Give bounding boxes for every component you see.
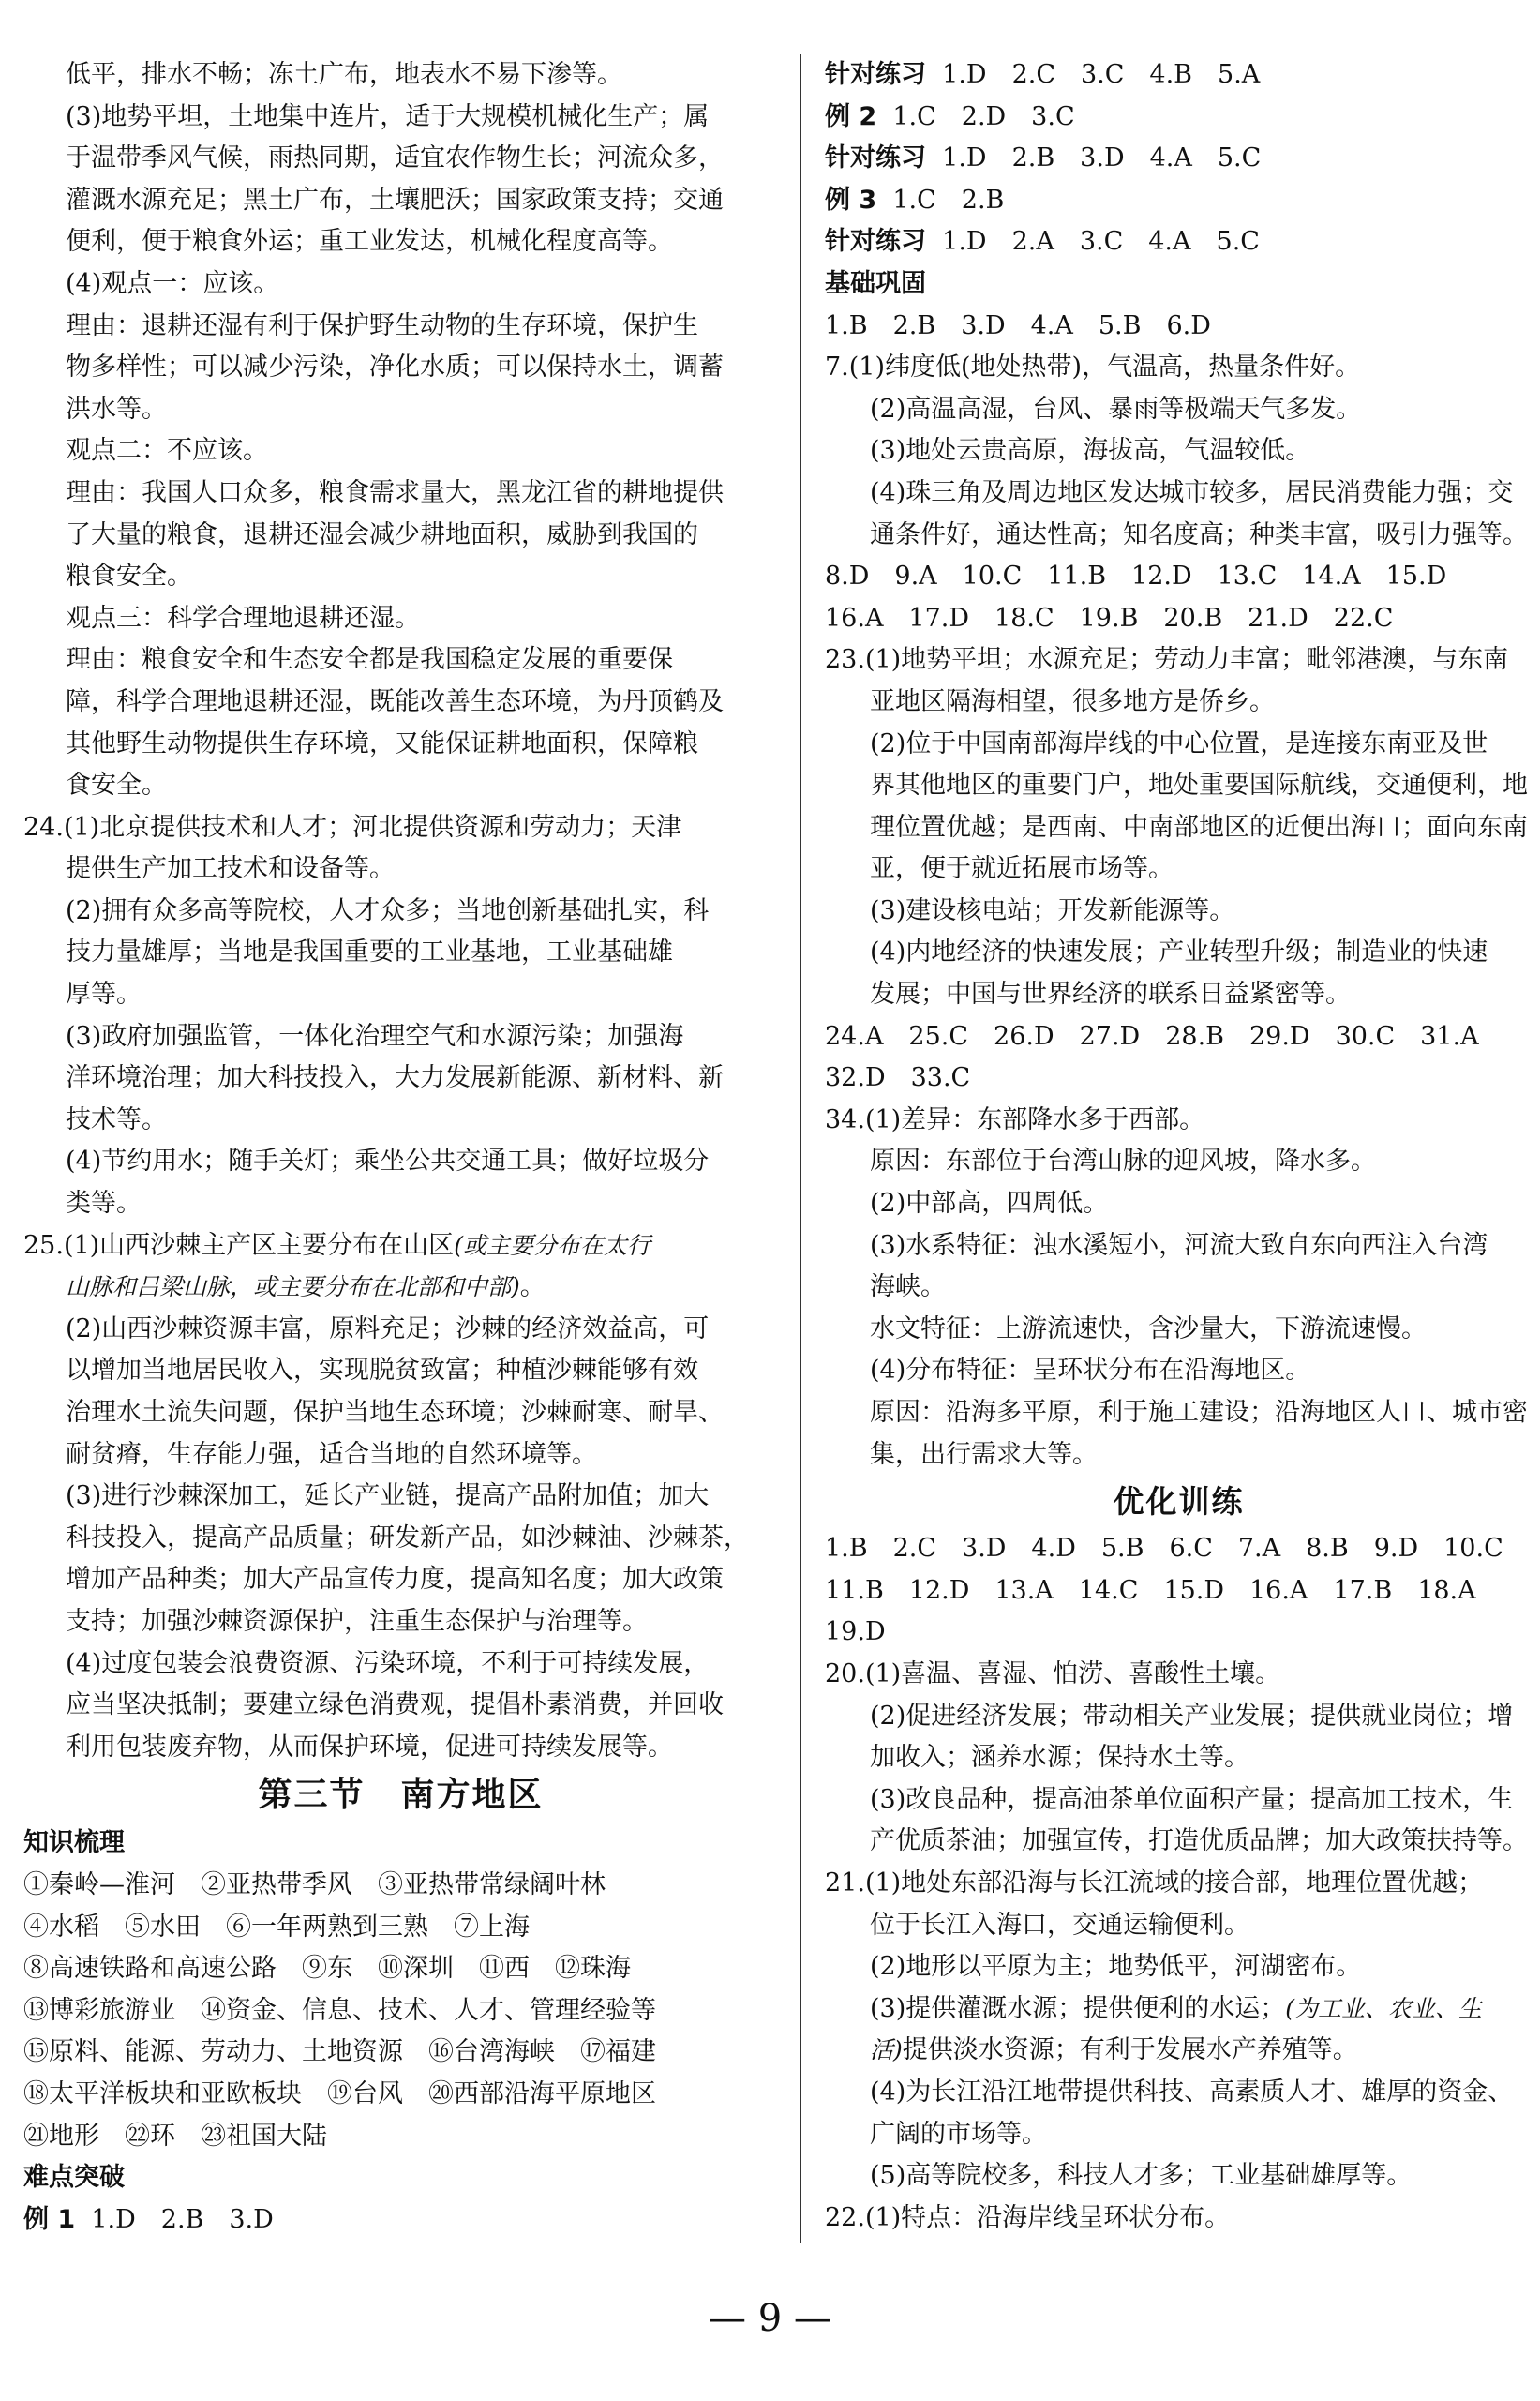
practice-line xyxy=(825,138,1533,180)
text-line: 理由：粮食安全和生态安全都是我国稳定发展的重要保 xyxy=(66,645,673,675)
text-line: 界其他地区的重要门户，地处重要国际航线，交通便利，地 xyxy=(870,771,1528,801)
example-1-line xyxy=(23,2199,778,2242)
text-line: 厚等。 xyxy=(66,980,142,1010)
text-line: 类等。 xyxy=(66,1189,142,1219)
text-span: 。 xyxy=(519,1272,546,1302)
knowledge-line: ⑬博彩旅游业 ⑭资金、信息、技术、人才、管理经验等 xyxy=(23,1995,656,2025)
text-line: (2)中部高，四周低。 xyxy=(870,1189,1109,1219)
section-title: 第三节 南方地区 xyxy=(258,1776,544,1815)
practice-line xyxy=(825,97,1533,139)
practice-line xyxy=(825,221,1533,263)
text-line: (2)山西沙棘资源丰富，原料充足；沙棘的经济效益高，可 xyxy=(66,1313,710,1343)
text-line: 产优质茶油；加强宣传，打造优质品牌；加大政策扶持等。 xyxy=(870,1826,1528,1856)
text-line: 洪水等。 xyxy=(66,394,167,424)
text-line: 加收入；涵养水源；保持水土等。 xyxy=(870,1743,1249,1773)
answers: 1.D 2.B 3.D xyxy=(91,2204,274,2234)
left-column xyxy=(23,54,778,2241)
text-line: (4)内地经济的快速发展；产业转型升级；制造业的快速 xyxy=(870,938,1488,968)
answer-line: 1.B 2.C 3.D 4.D 5.B 6.C 7.A 8.B 9.D 10.C xyxy=(825,1534,1503,1564)
text-line: (3)地处云贵高原，海拔高，气温较低。 xyxy=(870,436,1311,466)
text-line: 低平，排水不畅；冻土广布，地表水不易下渗等。 xyxy=(66,60,622,89)
optimize-title: 优化训练 xyxy=(1113,1483,1245,1521)
text-line: (4)观点一：应该。 xyxy=(66,268,279,298)
answer-line: 32.D 33.C xyxy=(825,1063,971,1093)
text-line: (2)促进经济发展；带动相关产业发展；提供就业岗位；增 xyxy=(870,1701,1514,1731)
text-span: (3)提供灌溉水源；提供便利的水运； xyxy=(870,1993,1286,2023)
text-line: 增加产品种类；加大产品宣传力度，提高知名度；加大政策 xyxy=(66,1565,724,1595)
text-line: 食安全。 xyxy=(66,771,167,801)
knowledge-line: ⑱太平洋板块和亚欧板块 ⑲台风 ⑳西部沿海平原地区 xyxy=(23,2078,656,2108)
knowledge-heading: 知识梳理 xyxy=(23,1828,125,1858)
knowledge-line: ⑧高速铁路和高速公路 ⑨东 ⑩深圳 ⑪西 ⑫珠海 xyxy=(23,1954,631,1984)
text-line: 应当坚决抵制；要建立绿色消费观，提倡朴素消费，并回收 xyxy=(66,1690,724,1720)
page-number: — 9 — xyxy=(709,2297,831,2340)
text-line: 理由：退耕还湿有利于保护野生动物的生存环境，保护生 xyxy=(66,310,698,340)
answer-line: 21.(1)地处东部沿海与长江流域的接合部，地理位置优越； xyxy=(825,1868,1484,1898)
italic-note: 山脉和吕梁山脉，或主要分布在北部和中部) xyxy=(66,1273,520,1301)
answers: 1.D 2.C 3.C 4.B 5.A xyxy=(942,60,1261,89)
answers: 1.C 2.D 3.C xyxy=(892,101,1075,131)
italic-note: (为工业、农业、生 xyxy=(1285,1994,1483,2022)
text-line: (3)建设核电站；开发新能源等。 xyxy=(870,895,1235,925)
text-line: 耐贫瘠，生存能力强，适合当地的自然环境等。 xyxy=(66,1439,597,1469)
answer-line: 7.(1)纬度低(地处热带)，气温高，热量条件好。 xyxy=(825,353,1361,383)
text-line: 洋环境治理；加大科技投入，大力发展新能源、新材料、新 xyxy=(66,1063,724,1093)
text-line: 于温带季风气候，雨热同期，适宜农作物生长；河流众多， xyxy=(66,143,724,173)
text-line: 技力量雄厚；当地是我国重要的工业基地，工业基础雄 xyxy=(66,938,673,968)
text-line: 提供生产加工技术和设备等。 xyxy=(66,854,395,884)
text-line: 障，科学合理地退耕还湿，既能改善生态环境，为丹顶鹤及 xyxy=(66,686,724,716)
text-line: 海峡。 xyxy=(870,1272,946,1302)
knowledge-line: ①秦岭—淮河 ②亚热带季风 ③亚热带常绿阔叶林 xyxy=(23,1869,606,1899)
text-line: 位于长江入海口，交通运输便利。 xyxy=(870,1910,1249,1940)
answer-line: 24.A 25.C 26.D 27.D 28.B 29.D 30.C 31.A xyxy=(825,1021,1479,1051)
text-line: 理位置优越；是西南、中南部地区的近便出海口；面向东南 xyxy=(870,812,1528,842)
text-line: 发展；中国与世界经济的联系日益紧密等。 xyxy=(870,980,1351,1010)
text-line: (2)地形以平原为主；地势低平，河湖密布。 xyxy=(870,1952,1362,1982)
text-line: 原因：东部位于台湾山脉的迎风坡，降水多。 xyxy=(870,1147,1376,1177)
answers: 1.C 2.B xyxy=(892,185,1005,215)
text-line: (3)水系特征：浊水溪短小，河流大致自东向西注入台湾 xyxy=(870,1230,1488,1260)
question-25-line xyxy=(23,1225,778,1268)
text-line: 水文特征：上游流速快，含沙量大，下游流速慢。 xyxy=(870,1313,1427,1343)
basics-heading: 基础巩固 xyxy=(825,268,926,298)
practice-line xyxy=(825,180,1533,222)
text-span: 提供淡水资源；有利于发展水产养殖等。 xyxy=(902,2035,1358,2065)
answer-line: 8.D 9.A 10.C 11.B 12.D 13.C 14.A 15.D xyxy=(825,562,1447,592)
answer-line: 16.A 17.D 18.C 19.B 20.B 21.D 22.C xyxy=(825,603,1394,633)
text-line: 利用包装废弃物，从而保护环境，促进可持续发展等。 xyxy=(66,1732,673,1762)
italic-note: 活) xyxy=(870,2036,903,2064)
text-line: 理由：我国人口众多，粮食需求量大，黑龙江省的耕地提供 xyxy=(66,477,724,507)
difficulty-heading: 难点突破 xyxy=(23,2163,125,2193)
answer-line: 1.B 2.B 3.D 4.A 5.B 6.D xyxy=(825,310,1211,340)
knowledge-line: ㉑地形 ㉒环 ㉓祖国大陆 xyxy=(23,2121,327,2151)
answer-line: 34.(1)差异：东部降水多于西部。 xyxy=(825,1104,1205,1134)
text-line: 以增加当地居民收入，实现脱贫致富；种植沙棘能够有效 xyxy=(66,1356,698,1386)
question-24-line: 24.(1)北京提供技术和人才；河北提供资源和劳动力；天津 xyxy=(23,812,682,842)
text-line: (3)进行沙棘深加工，延长产业链，提高产品附加值；加大 xyxy=(66,1481,710,1511)
right-column xyxy=(825,54,1533,2239)
text-line: (4)节约用水；随手关灯；乘坐公共交通工具；做好垃圾分 xyxy=(66,1147,710,1177)
text-line xyxy=(825,1988,1533,2031)
text-line: 通条件好，通达性高；知名度高；种类丰富，吸引力强等。 xyxy=(870,519,1528,549)
text-line: 便利，便于粮食外运；重工业发达，机械化程度高等。 xyxy=(66,227,673,257)
text-line: (5)高等院校多，科技人才多；工业基础雄厚等。 xyxy=(870,2161,1413,2191)
practice-label: 针对练习 xyxy=(825,60,926,89)
text-line: 科技投入，提高产品质量；研发新产品，如沙棘油、沙棘茶， xyxy=(66,1523,749,1553)
practice-label: 针对练习 xyxy=(825,227,926,257)
answer-line: 23.(1)地势平坦；水源充足；劳动力丰富；毗邻港澳，与东南 xyxy=(825,645,1509,675)
text-line xyxy=(825,2030,1533,2072)
text-line: 治理水土流失问题，保护当地生态环境；沙棘耐寒、耐旱、 xyxy=(66,1398,724,1427)
text-line: 观点三：科学合理地退耕还湿。 xyxy=(66,603,420,633)
practice-label: 针对练习 xyxy=(825,143,926,173)
text-line: 其他野生动物提供生存环境，又能保证耕地面积，保障粮 xyxy=(66,728,698,758)
text-line: 亚，便于就近拓展市场等。 xyxy=(870,854,1174,884)
practice-line xyxy=(825,54,1533,97)
practice-label: 例 3 xyxy=(825,185,877,215)
text-line: (3)改良品种，提高油茶单位面积产量；提高加工技术，生 xyxy=(870,1784,1514,1814)
text-line: 技术等。 xyxy=(66,1104,167,1134)
answers: 1.D 2.B 3.D 4.A 5.C xyxy=(942,143,1262,173)
knowledge-line: ④水稻 ⑤水田 ⑥一年两熟到三熟 ⑦上海 xyxy=(23,1912,530,1942)
text-line: (4)珠三角及周边地区发达城市较多，居民消费能力强；交 xyxy=(870,477,1514,507)
column-divider xyxy=(800,54,801,2243)
text-line: 物多样性；可以减少污染，净化水质；可以保持水土，调蓄 xyxy=(66,353,724,383)
text-line: 广阔的市场等。 xyxy=(870,2119,1047,2149)
text-line: (4)过度包装会浪费资源、污染环境，不利于可持续发展， xyxy=(66,1648,710,1678)
text-line xyxy=(66,1267,778,1309)
text-line: 支持；加强沙棘资源保护，注重生态保护与治理等。 xyxy=(66,1606,648,1636)
text-line: (3)地势平坦，土地集中连片，适于大规模机械化生产；属 xyxy=(66,101,710,131)
answer-line: 19.D xyxy=(825,1617,886,1647)
text-line: 灌溉水源充足；黑土广布，土壤肥沃；国家政策支持；交通 xyxy=(66,185,724,215)
text-span: 25.(1)山西沙棘主产区主要分布在山区 xyxy=(23,1230,455,1260)
answers: 1.D 2.A 3.C 4.A 5.C xyxy=(942,227,1260,257)
answer-line: 11.B 12.D 13.A 14.C 15.D 16.A 17.B 18.A xyxy=(825,1575,1476,1605)
text-line: (2)拥有众多高等院校，人才众多；当地创新基础扎实，科 xyxy=(66,895,710,925)
practice-label: 例 2 xyxy=(825,101,877,131)
text-line: 观点二：不应该。 xyxy=(66,436,268,466)
example-label: 例 1 xyxy=(23,2204,76,2234)
answer-line: 20.(1)喜温、喜湿、怕涝、喜酸性土壤。 xyxy=(825,1658,1281,1688)
text-line: 粮食安全。 xyxy=(66,562,192,592)
text-line: 亚地区隔海相望，很多地方是侨乡。 xyxy=(870,686,1275,716)
text-line: (3)政府加强监管，一体化治理空气和水源污染；加强海 xyxy=(66,1021,684,1051)
knowledge-line: ⑮原料、能源、劳动力、土地资源 ⑯台湾海峡 ⑰福建 xyxy=(23,2037,656,2067)
italic-note: (或主要分布在太行 xyxy=(454,1231,650,1259)
text-line: (2)位于中国南部海岸线的中心位置，是连接东南亚及世 xyxy=(870,728,1488,758)
text-line: (2)高温高湿，台风、暴雨等极端天气多发。 xyxy=(870,394,1362,424)
answer-line: 22.(1)特点：沿海岸线呈环状分布。 xyxy=(825,2202,1231,2232)
text-line: (4)为长江沿江地带提供科技、高素质人才、雄厚的资金、 xyxy=(870,2077,1514,2107)
text-line: 原因：沿海多平原，利于施工建设；沿海地区人口、城市密 xyxy=(870,1398,1528,1427)
text-line: 了大量的粮食，退耕还湿会减少耕地面积，威胁到我国的 xyxy=(66,519,698,549)
text-line: 集，出行需求大等。 xyxy=(870,1439,1098,1469)
text-line: (4)分布特征：呈环状分布在沿海地区。 xyxy=(870,1356,1311,1386)
